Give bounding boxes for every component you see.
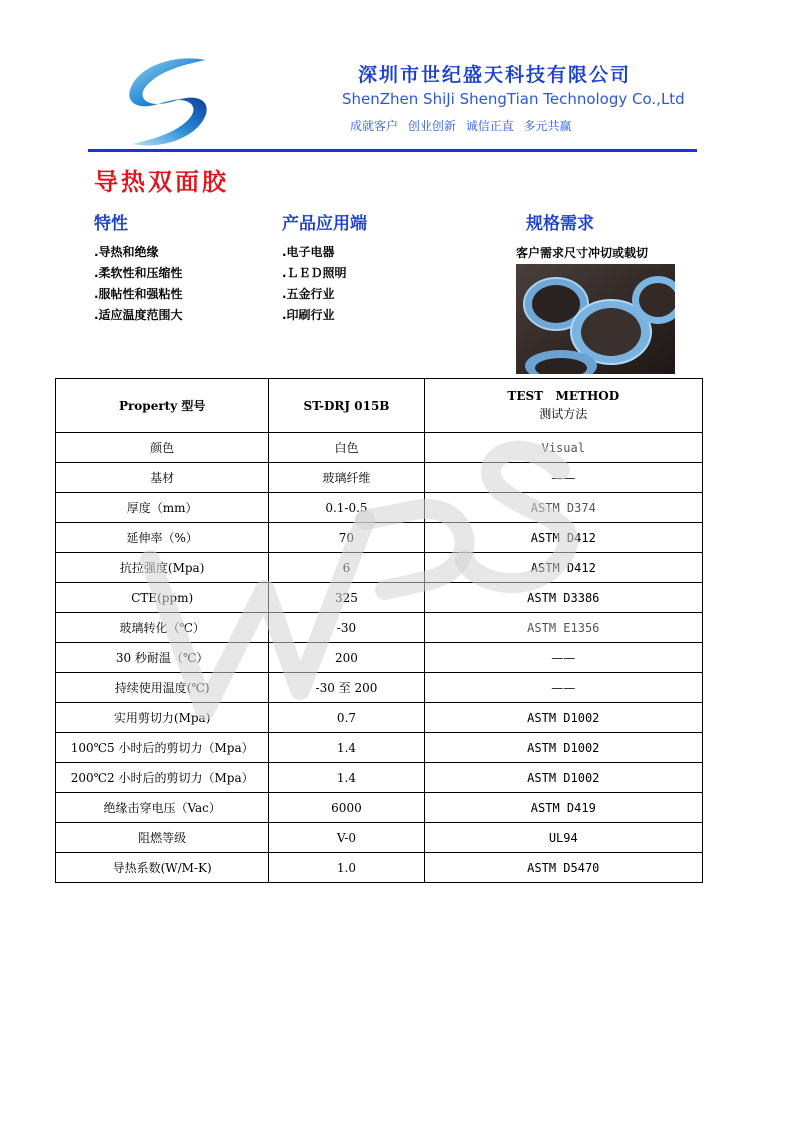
cell-value: 0.1-0.5	[269, 493, 424, 523]
table-row	[56, 763, 703, 793]
applications-list	[282, 242, 347, 326]
cell-method: UL94	[424, 823, 702, 853]
cell-value: 325	[269, 583, 424, 613]
cell-method: ——	[424, 673, 702, 703]
company-name-cn: 深圳市世纪盛天科技有限公司	[358, 64, 632, 86]
table-row	[56, 523, 703, 553]
table-row	[56, 613, 703, 643]
application-item: .电子电器	[282, 245, 335, 259]
product-title: 导热双面胶	[94, 167, 229, 196]
table-row	[56, 853, 703, 883]
cell-property: 延伸率（%）	[56, 523, 269, 553]
cell-property: 厚度（mm）	[56, 493, 269, 523]
features-list	[94, 242, 183, 326]
cell-property: 阻燃等级	[56, 823, 269, 853]
table-row	[56, 583, 703, 613]
applications-heading: 产品应用端	[282, 214, 367, 234]
cell-value: 1.4	[269, 763, 424, 793]
cell-value: 0.7	[269, 703, 424, 733]
feature-item: .服帖性和强粘性	[94, 287, 183, 301]
cell-method: Visual	[424, 433, 702, 463]
table-row	[56, 553, 703, 583]
cell-method: ASTM D374	[424, 493, 702, 523]
cell-property: 抗拉强度(Mpa)	[56, 553, 269, 583]
header-method	[424, 379, 702, 433]
cell-property: 100℃5 小时后的剪切力（Mpa）	[56, 733, 269, 763]
table-row	[56, 433, 703, 463]
application-item: .五金行业	[282, 287, 335, 301]
cell-value: V-0	[269, 823, 424, 853]
spec-heading: 规格需求	[526, 214, 594, 234]
cell-property: 玻璃转化（℃）	[56, 613, 269, 643]
table-row	[56, 703, 703, 733]
cell-property: 持续使用温度(℃)	[56, 673, 269, 703]
header-property: Property 型号	[56, 379, 269, 433]
company-slogan	[350, 117, 578, 134]
cell-method: ——	[424, 463, 702, 493]
table-row	[56, 673, 703, 703]
swirl-s-logo-icon	[118, 52, 218, 152]
cell-value: -30 至 200	[269, 673, 424, 703]
cell-method: ASTM E1356	[424, 613, 702, 643]
table-row	[56, 493, 703, 523]
header-divider	[88, 149, 697, 152]
feature-item: .适应温度范围大	[94, 308, 183, 322]
cell-property: 颜色	[56, 433, 269, 463]
cell-value: 6	[269, 553, 424, 583]
cell-method: ——	[424, 643, 702, 673]
header-method-cn: 测试方法	[539, 407, 588, 421]
cell-value: 200	[269, 643, 424, 673]
table-row	[56, 793, 703, 823]
slogan-item: 诚信正直	[465, 119, 514, 133]
cell-value: 白色	[269, 433, 424, 463]
cell-value: 1.4	[269, 733, 424, 763]
cell-property: 200℃2 小时后的剪切力（Mpa）	[56, 763, 269, 793]
spec-text: 客户需求尺寸冲切或载切	[516, 246, 649, 260]
slogan-item: 成就客户	[350, 119, 399, 133]
cell-value: 玻璃纤维	[269, 463, 424, 493]
slogan-item: 创业创新	[407, 119, 456, 133]
spec-table	[55, 378, 703, 883]
tape-rolls-photo	[516, 264, 675, 374]
slogan-item: 多元共赢	[523, 119, 572, 133]
cell-method: ASTM D1002	[424, 733, 702, 763]
table-row	[56, 643, 703, 673]
cell-method: ASTM D1002	[424, 703, 702, 733]
cell-value: -30	[269, 613, 424, 643]
features-heading: 特性	[94, 214, 128, 234]
cell-value: 70	[269, 523, 424, 553]
table-row	[56, 733, 703, 763]
application-item: .ＬＥＤ照明	[282, 266, 347, 280]
cell-property: 30 秒耐温（℃）	[56, 643, 269, 673]
feature-item: .柔软性和压缩性	[94, 266, 183, 280]
company-name-en: ShenZhen ShiJi ShengTian Technology Co.,Ltd	[342, 90, 685, 108]
header-model: ST-DRJ 015B	[269, 379, 424, 433]
header-method-en: TEST METHOD	[507, 389, 620, 403]
cell-method: ASTM D412	[424, 523, 702, 553]
application-item: .印刷行业	[282, 308, 335, 322]
table-row	[56, 823, 703, 853]
cell-method: ASTM D5470	[424, 853, 702, 883]
cell-property: 导热系数(W/M-K)	[56, 853, 269, 883]
cell-method: ASTM D412	[424, 553, 702, 583]
cell-method: ASTM D1002	[424, 763, 702, 793]
cell-value: 6000	[269, 793, 424, 823]
feature-item: .导热和绝缘	[94, 245, 159, 259]
cell-property: 基材	[56, 463, 269, 493]
cell-value: 1.0	[269, 853, 424, 883]
table-row	[56, 463, 703, 493]
cell-property: 绝缘击穿电压（Vac）	[56, 793, 269, 823]
cell-method: ASTM D419	[424, 793, 702, 823]
table-header-row	[56, 379, 703, 433]
cell-method: ASTM D3386	[424, 583, 702, 613]
cell-property: CTE(ppm)	[56, 583, 269, 613]
cell-property: 实用剪切力(Mpa)	[56, 703, 269, 733]
